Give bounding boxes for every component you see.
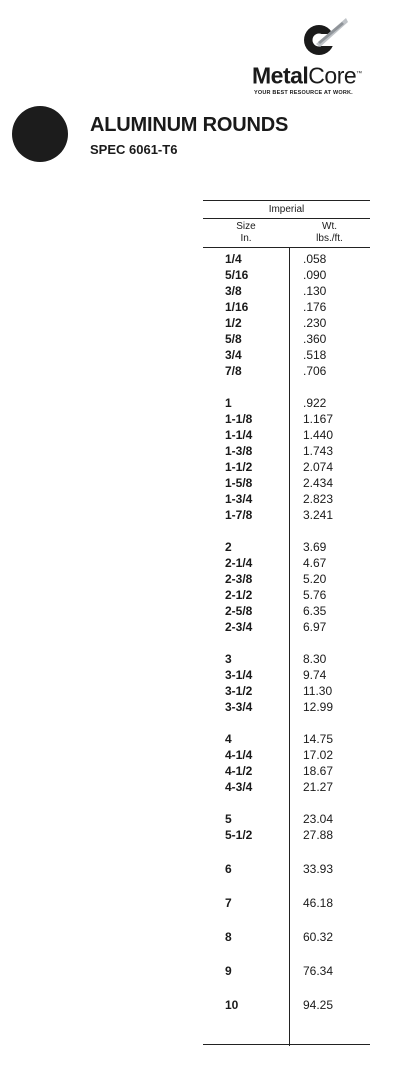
size-cell: 5 [225, 812, 232, 826]
table-group-header: Imperial [203, 201, 370, 219]
size-cell: 5-1/2 [225, 828, 253, 842]
page-title: ALUMINUM ROUNDS [90, 114, 289, 136]
size-cell: 3-3/4 [225, 700, 253, 714]
table-row [203, 251, 370, 267]
weight-cell: 14.75 [303, 732, 334, 746]
table-row [203, 539, 370, 555]
size-cell: 9 [225, 964, 232, 978]
logo-word-core: Core [308, 62, 357, 89]
table-row [203, 315, 370, 331]
table-row [203, 443, 370, 459]
size-cell: 2-5/8 [225, 604, 253, 618]
table-row [203, 411, 370, 427]
weight-cell: 60.32 [303, 930, 334, 944]
weight-cell: 23.04 [303, 812, 334, 826]
weight-cell: 5.76 [303, 588, 327, 602]
table-row [203, 929, 370, 945]
weight-cell: 1.440 [303, 428, 334, 442]
weight-cell: 12.99 [303, 700, 334, 714]
column-header-weight-line2: lbs./ft. [316, 233, 343, 244]
weight-cell: .922 [303, 396, 327, 410]
table-row [203, 619, 370, 635]
column-header-size-line1: Size [236, 221, 256, 232]
size-cell: 1 [225, 396, 232, 410]
size-cell: 1-5/8 [225, 476, 253, 490]
weight-cell: 2.434 [303, 476, 334, 490]
size-cell: 7/8 [225, 364, 242, 378]
size-cell: 5/8 [225, 332, 242, 346]
size-cell: 4-1/2 [225, 764, 253, 778]
column-header-weight-line1: Wt. [322, 221, 337, 232]
table-row [203, 507, 370, 523]
size-cell: 4-1/4 [225, 748, 253, 762]
size-cell: 8 [225, 930, 232, 944]
table-row [203, 603, 370, 619]
table-row [203, 683, 370, 699]
weight-cell: .090 [303, 268, 327, 282]
weight-cell: 1.743 [303, 444, 334, 458]
table-row [203, 363, 370, 379]
size-cell: 1-7/8 [225, 508, 253, 522]
weight-cell: 76.34 [303, 964, 334, 978]
size-cell: 3/4 [225, 348, 242, 362]
size-cell: 2-1/4 [225, 556, 253, 570]
column-header-size-line2: In. [240, 233, 252, 244]
weight-cell: 4.67 [303, 556, 327, 570]
table-row [203, 895, 370, 911]
size-cell: 5/16 [225, 268, 249, 282]
weight-cell: 21.27 [303, 780, 334, 794]
size-cell: 1/4 [225, 252, 242, 266]
size-cell: 3-1/4 [225, 668, 253, 682]
size-cell: 7 [225, 896, 232, 910]
table-row [203, 763, 370, 779]
table-body [203, 201, 370, 1046]
size-cell: 4-3/4 [225, 780, 253, 794]
logo-word-metal: Metal [252, 62, 309, 89]
table-row [203, 299, 370, 315]
trademark-symbol: ™ [356, 71, 362, 77]
weight-cell: 11.30 [303, 684, 333, 698]
size-cell: 1-3/8 [225, 444, 253, 458]
logo-tagline: YOUR BEST RESOURCE AT WORK. [254, 90, 353, 96]
weight-cell: 27.88 [303, 828, 334, 842]
weight-cell: .360 [303, 332, 327, 346]
table-row [203, 395, 370, 411]
size-cell: 3 [225, 652, 232, 666]
weight-cell: 6.97 [303, 620, 327, 634]
table-row [203, 779, 370, 795]
size-cell: 1-1/8 [225, 412, 253, 426]
metalcore-logo-mark-icon [302, 16, 348, 60]
table-row [203, 475, 370, 491]
weight-cell: 18.67 [303, 764, 334, 778]
size-cell: 6 [225, 862, 232, 876]
size-cell: 4 [225, 732, 232, 746]
size-cell: 1-1/4 [225, 428, 253, 442]
size-cell: 1/2 [225, 316, 242, 330]
weight-cell: 33.93 [303, 862, 334, 876]
weight-cell: 94.25 [303, 998, 334, 1012]
weight-cell: 17.02 [303, 748, 334, 762]
aluminum-rounds-table [203, 200, 370, 1045]
table-row [203, 963, 370, 979]
weight-cell: 1.167 [303, 412, 334, 426]
size-cell: 10 [225, 998, 239, 1012]
weight-cell: 2.823 [303, 492, 334, 506]
size-cell: 1/16 [225, 300, 249, 314]
table-row [203, 347, 370, 363]
size-cell: 2 [225, 540, 232, 554]
size-cell: 2-3/4 [225, 620, 253, 634]
table-row [203, 427, 370, 443]
section-bullet-circle [12, 106, 68, 162]
size-cell: 2-1/2 [225, 588, 253, 602]
table-row [203, 491, 370, 507]
table-row [203, 811, 370, 827]
size-cell: 3-1/2 [225, 684, 253, 698]
table-row [203, 651, 370, 667]
table-row [203, 699, 370, 715]
table-row [203, 997, 370, 1013]
weight-cell: .706 [303, 364, 327, 378]
table-row [203, 555, 370, 571]
table-row [203, 331, 370, 347]
weight-cell: .058 [303, 252, 327, 266]
weight-cell: 9.74 [303, 668, 327, 682]
size-cell: 1-1/2 [225, 460, 253, 474]
table-row [203, 861, 370, 877]
size-cell: 3/8 [225, 284, 242, 298]
size-cell: 1-3/4 [225, 492, 253, 506]
table-row [203, 667, 370, 683]
weight-cell: 2.074 [303, 460, 334, 474]
weight-cell: 3.241 [303, 508, 334, 522]
weight-cell: 46.18 [303, 896, 334, 910]
logo-wordmark [252, 62, 388, 88]
table-row [203, 283, 370, 299]
table-row [203, 827, 370, 843]
table-row [203, 267, 370, 283]
weight-cell: .230 [303, 316, 327, 330]
size-cell: 2-3/8 [225, 572, 253, 586]
weight-cell: .518 [303, 348, 327, 362]
weight-cell: 3.69 [303, 540, 327, 554]
weight-cell: 8.30 [303, 652, 327, 666]
table-row [203, 731, 370, 747]
metalcore-logo [250, 12, 390, 96]
weight-cell: .176 [303, 300, 327, 314]
table-row [203, 747, 370, 763]
weight-cell: .130 [303, 284, 327, 298]
weight-cell: 6.35 [303, 604, 327, 618]
table-row [203, 587, 370, 603]
table-row [203, 459, 370, 475]
weight-cell: 5.20 [303, 572, 327, 586]
page-subtitle: SPEC 6061-T6 [90, 142, 178, 157]
table-row [203, 571, 370, 587]
